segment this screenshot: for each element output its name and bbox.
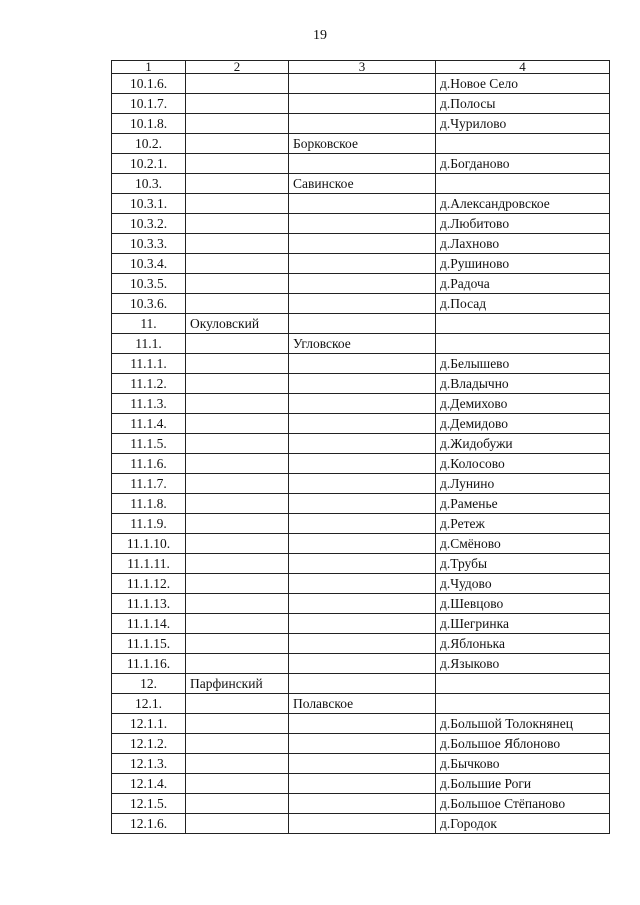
village-cell: [436, 314, 610, 334]
row-number-cell: 11.1.6.: [112, 454, 186, 474]
table-row: [112, 394, 610, 414]
district-cell: [186, 194, 289, 214]
district-cell: [186, 134, 289, 154]
settlement-cell: [289, 454, 436, 474]
village-cell: [436, 674, 610, 694]
table-row: [112, 774, 610, 794]
village-cell: [436, 694, 610, 714]
district-cell: [186, 234, 289, 254]
row-number-cell: 10.3.5.: [112, 274, 186, 294]
row-number-cell: 11.1.11.: [112, 554, 186, 574]
settlement-cell: [289, 554, 436, 574]
table-row: [112, 494, 610, 514]
village-cell: д.Яблонька: [436, 634, 610, 654]
row-number-cell: 10.3.4.: [112, 254, 186, 274]
table-row: [112, 594, 610, 614]
table-row: [112, 334, 610, 354]
village-cell: [436, 174, 610, 194]
settlement-cell: [289, 514, 436, 534]
district-cell: [186, 554, 289, 574]
district-cell: [186, 434, 289, 454]
row-number-cell: 12.1.: [112, 694, 186, 714]
settlement-cell: [289, 414, 436, 434]
settlement-cell: [289, 474, 436, 494]
table-row: [112, 454, 610, 474]
table-row: [112, 554, 610, 574]
settlement-cell: [289, 254, 436, 274]
settlement-cell: [289, 674, 436, 694]
table-row: [112, 274, 610, 294]
district-cell: [186, 354, 289, 374]
table-row: [112, 74, 610, 94]
settlement-cell: [289, 274, 436, 294]
village-cell: д.Большое Яблоново: [436, 734, 610, 754]
settlement-cell: [289, 714, 436, 734]
settlement-cell: [289, 294, 436, 314]
district-cell: [186, 574, 289, 594]
row-number-cell: 10.3.3.: [112, 234, 186, 254]
district-cell: [186, 214, 289, 234]
district-cell: [186, 534, 289, 554]
row-number-cell: 10.1.6.: [112, 74, 186, 94]
village-cell: [436, 134, 610, 154]
row-number-cell: 11.1.5.: [112, 434, 186, 454]
settlement-cell: [289, 774, 436, 794]
village-cell: д.Ретеж: [436, 514, 610, 534]
table-row: [112, 294, 610, 314]
row-number-cell: 11.1.15.: [112, 634, 186, 654]
table-row: [112, 414, 610, 434]
row-number-cell: 10.1.8.: [112, 114, 186, 134]
settlement-cell: [289, 74, 436, 94]
village-cell: д.Лахново: [436, 234, 610, 254]
district-cell: [186, 114, 289, 134]
row-number-cell: 11.1.16.: [112, 654, 186, 674]
settlement-cell: [289, 234, 436, 254]
page-number: 19: [313, 28, 327, 43]
settlement-cell: [289, 194, 436, 214]
table-row: [112, 154, 610, 174]
table-row: [112, 214, 610, 234]
district-cell: [186, 754, 289, 774]
district-cell: [186, 634, 289, 654]
village-cell: д.Новое Село: [436, 74, 610, 94]
district-cell: [186, 734, 289, 754]
village-cell: д.Городок: [436, 814, 610, 834]
settlement-cell: Борковское: [289, 134, 436, 154]
district-cell: [186, 94, 289, 114]
row-number-cell: 10.2.1.: [112, 154, 186, 174]
district-cell: [186, 494, 289, 514]
village-cell: д.Большое Стёпаново: [436, 794, 610, 814]
settlement-cell: [289, 434, 436, 454]
row-number-cell: 10.3.2.: [112, 214, 186, 234]
row-number-cell: 10.3.: [112, 174, 186, 194]
district-cell: [186, 814, 289, 834]
table-row: [112, 734, 610, 754]
settlement-cell: [289, 814, 436, 834]
district-cell: Парфинский: [186, 674, 289, 694]
settlement-cell: Савинское: [289, 174, 436, 194]
district-cell: [186, 654, 289, 674]
village-cell: д.Богданово: [436, 154, 610, 174]
table-row: [112, 674, 610, 694]
village-cell: д.Любитово: [436, 214, 610, 234]
header-cell-3: 3: [289, 61, 436, 74]
district-cell: [186, 394, 289, 414]
settlement-cell: [289, 214, 436, 234]
table-row: [112, 474, 610, 494]
header-row: [112, 61, 610, 74]
settlement-cell: [289, 94, 436, 114]
table-row: [112, 814, 610, 834]
settlement-cell: [289, 394, 436, 414]
village-cell: [436, 334, 610, 354]
table-row: [112, 94, 610, 114]
district-cell: [186, 414, 289, 434]
header-cell-2: 2: [186, 61, 289, 74]
table-row: [112, 634, 610, 654]
row-number-cell: 10.3.6.: [112, 294, 186, 314]
village-cell: д.Смёново: [436, 534, 610, 554]
row-number-cell: 12.1.6.: [112, 814, 186, 834]
row-number-cell: 11.: [112, 314, 186, 334]
row-number-cell: 11.1.8.: [112, 494, 186, 514]
district-cell: [186, 174, 289, 194]
row-number-cell: 11.1.3.: [112, 394, 186, 414]
settlement-cell: [289, 574, 436, 594]
settlement-cell: [289, 594, 436, 614]
district-cell: [186, 714, 289, 734]
row-number-cell: 11.1.: [112, 334, 186, 354]
settlement-cell: [289, 794, 436, 814]
village-cell: д.Лунино: [436, 474, 610, 494]
district-cell: [186, 154, 289, 174]
village-cell: д.Владычно: [436, 374, 610, 394]
district-cell: [186, 694, 289, 714]
district-cell: [186, 614, 289, 634]
settlement-cell: [289, 614, 436, 634]
village-cell: д.Александровское: [436, 194, 610, 214]
village-cell: д.Жидобужи: [436, 434, 610, 454]
row-number-cell: 12.1.1.: [112, 714, 186, 734]
table-row: [112, 434, 610, 454]
district-cell: [186, 74, 289, 94]
table-row: [112, 694, 610, 714]
table-row: [112, 514, 610, 534]
district-cell: Окуловский: [186, 314, 289, 334]
row-number-cell: 11.1.14.: [112, 614, 186, 634]
village-cell: д.Радоча: [436, 274, 610, 294]
district-cell: [186, 454, 289, 474]
header-cell-1: 1: [112, 61, 186, 74]
settlement-cell: [289, 314, 436, 334]
table-row: [112, 314, 610, 334]
row-number-cell: 11.1.2.: [112, 374, 186, 394]
row-number-cell: 10.1.7.: [112, 94, 186, 114]
settlement-cell: [289, 494, 436, 514]
village-cell: д.Чурилово: [436, 114, 610, 134]
row-number-cell: 11.1.12.: [112, 574, 186, 594]
table-row: [112, 794, 610, 814]
village-cell: д.Рушиново: [436, 254, 610, 274]
village-cell: д.Раменье: [436, 494, 610, 514]
district-cell: [186, 274, 289, 294]
district-cell: [186, 774, 289, 794]
header-cell-4: 4: [436, 61, 610, 74]
settlement-cell: [289, 754, 436, 774]
table-body: [112, 74, 610, 834]
settlement-cell: Угловское: [289, 334, 436, 354]
row-number-cell: 11.1.4.: [112, 414, 186, 434]
table-row: [112, 174, 610, 194]
table-row: [112, 534, 610, 554]
village-cell: д.Большие Роги: [436, 774, 610, 794]
village-cell: д.Бычково: [436, 754, 610, 774]
district-cell: [186, 374, 289, 394]
row-number-cell: 11.1.7.: [112, 474, 186, 494]
settlement-cell: Полавское: [289, 694, 436, 714]
district-cell: [186, 294, 289, 314]
table-row: [112, 374, 610, 394]
row-number-cell: 11.1.1.: [112, 354, 186, 374]
settlement-cell: [289, 654, 436, 674]
row-number-cell: 11.1.13.: [112, 594, 186, 614]
row-number-cell: 12.: [112, 674, 186, 694]
settlement-cell: [289, 154, 436, 174]
district-cell: [186, 794, 289, 814]
settlement-cell: [289, 374, 436, 394]
table-row: [112, 574, 610, 594]
settlement-cell: [289, 354, 436, 374]
village-cell: д.Посад: [436, 294, 610, 314]
table-row: [112, 114, 610, 134]
district-cell: [186, 594, 289, 614]
row-number-cell: 12.1.4.: [112, 774, 186, 794]
table-row: [112, 614, 610, 634]
row-number-cell: 12.1.2.: [112, 734, 186, 754]
table-row: [112, 354, 610, 374]
table-row: [112, 654, 610, 674]
district-cell: [186, 254, 289, 274]
district-cell: [186, 334, 289, 354]
table-row: [112, 194, 610, 214]
village-cell: д.Трубы: [436, 554, 610, 574]
district-cell: [186, 514, 289, 534]
row-number-cell: 11.1.9.: [112, 514, 186, 534]
table-row: [112, 234, 610, 254]
village-cell: д.Чудово: [436, 574, 610, 594]
village-cell: д.Языково: [436, 654, 610, 674]
settlement-cell: [289, 734, 436, 754]
row-number-cell: 11.1.10.: [112, 534, 186, 554]
village-cell: д.Колосово: [436, 454, 610, 474]
settlements-table: [111, 60, 610, 834]
table-row: [112, 754, 610, 774]
village-cell: д.Белышево: [436, 354, 610, 374]
row-number-cell: 10.3.1.: [112, 194, 186, 214]
table-row: [112, 254, 610, 274]
table-header: [112, 61, 610, 74]
village-cell: д.Демихово: [436, 394, 610, 414]
row-number-cell: 12.1.5.: [112, 794, 186, 814]
village-cell: д.Большой Толокнянец: [436, 714, 610, 734]
village-cell: д.Шевцово: [436, 594, 610, 614]
settlement-cell: [289, 114, 436, 134]
village-cell: д.Полосы: [436, 94, 610, 114]
row-number-cell: 12.1.3.: [112, 754, 186, 774]
table-row: [112, 134, 610, 154]
settlement-cell: [289, 634, 436, 654]
settlement-cell: [289, 534, 436, 554]
village-cell: д.Демидово: [436, 414, 610, 434]
row-number-cell: 10.2.: [112, 134, 186, 154]
table-row: [112, 714, 610, 734]
village-cell: д.Шегринка: [436, 614, 610, 634]
district-cell: [186, 474, 289, 494]
